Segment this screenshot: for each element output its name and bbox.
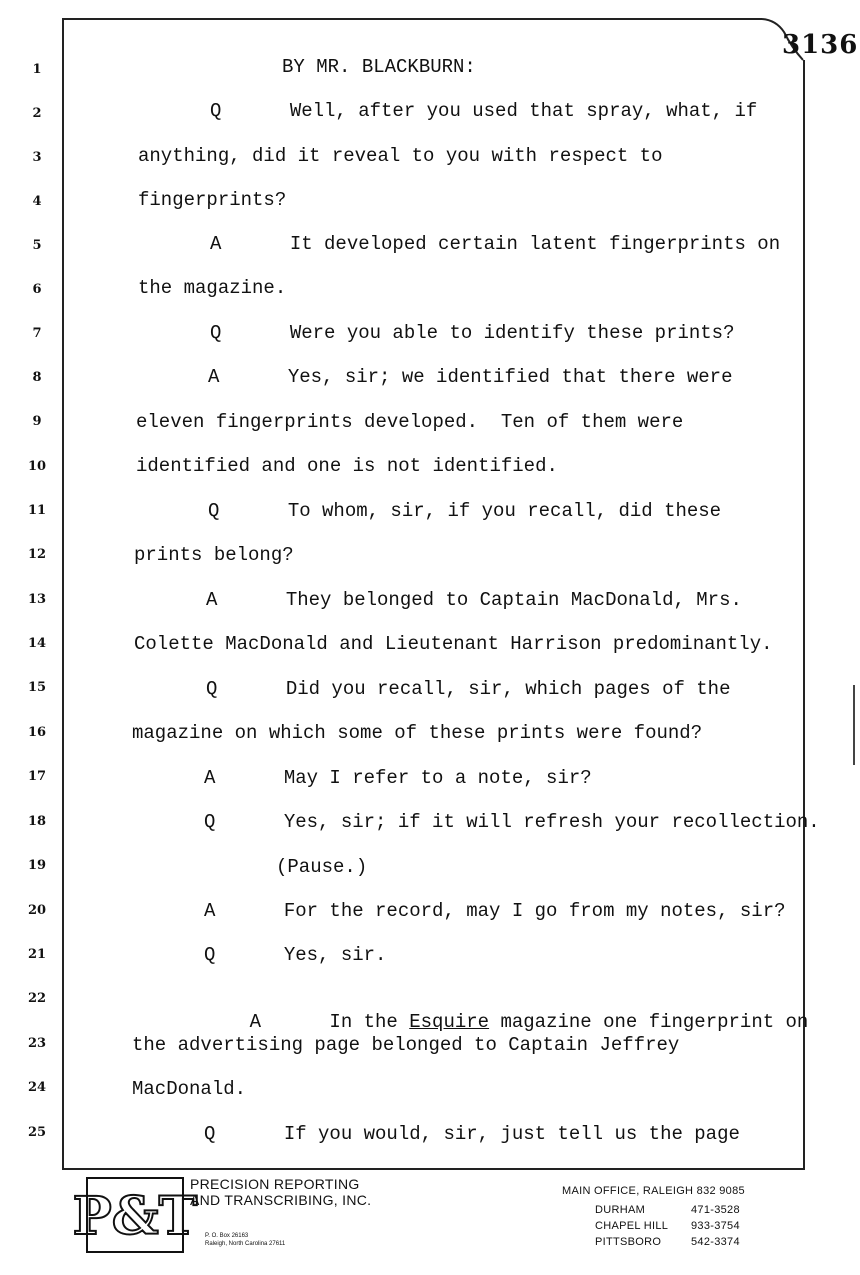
firm-name [190,1176,371,1208]
transcript-line: A May I refer to a note, sir? [204,767,592,789]
line-number: 5 [32,238,42,253]
transcript-line: eleven fingerprints developed. Ten of them were [136,411,684,433]
transcript-line: identified and one is not identified. [136,455,558,477]
left-margin-rule [62,18,64,1170]
line-number: 6 [32,282,42,297]
office-row [595,1218,740,1234]
address-line1: P. O. Box 26163 [205,1233,249,1239]
line-number: 15 [27,680,47,695]
line-number: 16 [27,725,47,740]
line-number: 1 [32,62,42,77]
transcript-line: anything, did it reveal to you with respect to [138,145,663,167]
office-city: CHAPEL HILL [595,1220,669,1232]
transcript-line: Colette MacDonald and Lieutenant Harrison predominantly. [134,633,773,655]
transcript-line: BY MR. BLACKBURN: [282,56,476,78]
line-number: 18 [27,814,47,829]
transcript-line: Q Did you recall, sir, which pages of the [206,678,731,700]
line-number: 7 [32,326,42,341]
transcript-line: Q Yes, sir. [204,944,387,966]
line-number: 17 [27,769,47,784]
line-number: 24 [27,1080,47,1095]
firm-name-line2: AND TRANSCRIBING, INC. [190,1192,372,1208]
address-line2: Raleigh, North Carolina 27611 [205,1241,286,1247]
bottom-border [62,1168,805,1170]
transcript-line: A Yes, sir; we identified that there were [208,366,733,388]
transcript-line: MacDonald. [132,1078,247,1100]
office-row [595,1234,740,1250]
office-list [595,1202,740,1250]
transcript-line: Q Well, after you used that spray, what, if [210,100,758,122]
transcript-line: Q If you would, sir, just tell us the page [204,1123,740,1145]
line-number: 21 [27,947,47,962]
line-number: 4 [32,194,42,209]
transcript-line: the advertising page belonged to Captain Jeffrey [132,1034,680,1056]
line-number: 3 [32,150,42,165]
line-number: 22 [27,991,47,1006]
office-phone: 933-3754 [691,1220,740,1232]
transcript-line: prints belong? [134,544,294,566]
line-number: 23 [27,1036,47,1051]
office-row [595,1202,740,1218]
underlined-title: Esquire [409,1011,490,1033]
transcript-line: fingerprints? [138,189,287,211]
transcript-line: Q To whom, sir, if you recall, did these [208,500,722,522]
line-number: 9 [32,414,42,429]
page-number: 3136 [782,30,859,60]
transcript-line: A It developed certain latent fingerprints on [210,233,781,255]
line-segment: A In the [249,1011,410,1033]
main-office: MAIN OFFICE, RALEIGH 832 9085 [562,1185,745,1197]
line-segment: magazine one fingerprint on [489,1011,809,1033]
company-logo [72,1176,198,1256]
transcript-line: A For the record, may I go from my notes, sir? [204,900,786,922]
footer [0,1172,860,1272]
line-number: 13 [27,592,47,607]
margin-mark [853,685,855,765]
line-number: 19 [27,858,47,873]
transcript-line: Q Were you able to identify these prints? [210,322,735,344]
line-number: 14 [27,636,47,651]
transcript-line: Q Yes, sir; if it will refresh your recollection. [204,811,820,833]
office-city: DURHAM [595,1204,646,1216]
line-number: 20 [27,903,47,918]
transcript-line: the magazine. [138,277,287,299]
logo-text: P&T [72,1186,198,1247]
line-number: 2 [32,106,42,121]
transcript-line: A They belonged to Captain MacDonald, Mrs. [206,589,742,611]
top-border [62,18,762,20]
transcript-line: magazine on which some of these prints were found? [132,722,703,744]
transcript-line: (Pause.) [276,856,368,878]
line-number: 10 [27,459,47,474]
office-phone: 542-3374 [691,1236,740,1248]
line-number: 8 [32,370,42,385]
line-number: 11 [27,503,47,518]
line-number: 12 [27,547,47,562]
office-city: PITTSBORO [595,1236,662,1248]
office-phone: 471-3528 [691,1204,740,1216]
line-number: 25 [27,1125,47,1140]
firm-address [205,1232,285,1248]
firm-name-line1: PRECISION REPORTING [190,1176,360,1192]
